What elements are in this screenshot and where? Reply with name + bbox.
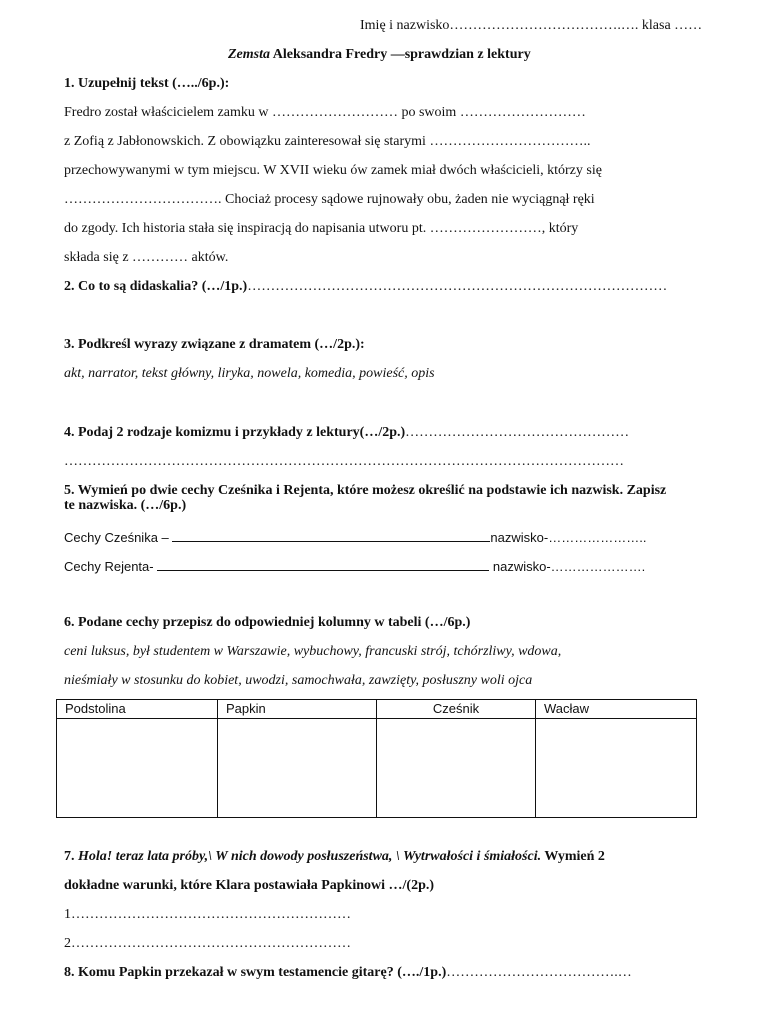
q7-heading-rest: Wymień 2 <box>541 849 605 864</box>
q7-heading-2: dokładne warunki, które Klara postawiała Papkinowi …/(2p.) <box>64 878 435 893</box>
q6-heading: 6. Podane cechy przepisz do odpowiedniej kolumny w tabeli (…/6p.) <box>64 615 471 630</box>
q6-traits-1: ceni luksus, był studentem w Warszawie, wybuchowy, francuski strój, tchórzliwy, wdowa, <box>64 644 562 659</box>
q6-col-header: Papkin <box>218 700 377 719</box>
q6-col-header: Cześnik <box>377 700 536 719</box>
q1-line: z Zofią z Jabłonowskich. Z obowiązku zainteresował się starymi …………………………….. <box>64 134 591 149</box>
q7-number: 7. <box>64 849 78 864</box>
q6-answer-cell[interactable] <box>377 719 536 818</box>
q8-line <box>64 964 632 982</box>
q8-heading: 8. Komu Papkin przekazał w swym testamencie gitarę? (…./1p.) <box>64 965 447 980</box>
q5-rejent-label: Cechy Rejenta- <box>64 559 154 574</box>
page-title <box>228 46 531 64</box>
q5-rejent-answer-line[interactable] <box>157 556 489 571</box>
q7-answer-1: 1…………………………………………………… <box>64 907 351 922</box>
q6-answer-cell[interactable] <box>57 719 218 818</box>
q2-line <box>64 278 667 296</box>
q3-heading: 3. Podkreśl wyrazy związane z dramatem (…/2p.): <box>64 337 365 352</box>
q5-czesnik-label: Cechy Cześnika – <box>64 530 169 545</box>
q6-col-header: Podstolina <box>57 700 218 719</box>
q6-answer-cell[interactable] <box>536 719 697 818</box>
q7-quote: Hola! teraz lata próby,\ W nich dowody posłuszeństwa, \ Wytrwałości i śmiałości. <box>78 849 542 864</box>
q2-answer-dots: ……………………………………………………………………………… <box>247 279 668 294</box>
q5-row-rejent <box>64 556 645 576</box>
q5-heading-1: 5. Wymień po dwie cechy Cześnika i Rejenta, które możesz określić na podstawie ich nazwisk. Zapisz <box>64 483 667 498</box>
q6-table <box>56 699 697 818</box>
name-class-line: Imię i nazwisko……………………………….…. klasa …… <box>360 18 703 33</box>
q3-words: akt, narrator, tekst główny, liryka, nowela, komedia, powieść, opis <box>64 366 435 381</box>
q1-line: do zgody. Ich historia stała się inspiracją do napisania utworu pt. ……………………, który <box>64 221 579 236</box>
q4-answer-dots-2: ………………………………………………………………………………………………………… <box>64 454 624 469</box>
q4-answer-dots: ………………………………………… <box>405 425 630 440</box>
q7-heading <box>64 848 605 866</box>
q7-answer-2: 2…………………………………………………… <box>64 936 351 951</box>
q6-col-header: Wacław <box>536 700 697 719</box>
q6-traits-2: nieśmiały w stosunku do kobiet, uwodzi, samochwała, zawzięty, posłuszny woli ojca <box>64 673 533 688</box>
q5-czesnik-answer-line[interactable] <box>172 527 490 542</box>
q6-answer-cell[interactable] <box>218 719 377 818</box>
q4-line <box>64 424 629 442</box>
q1-line: składa się z ………… aktów. <box>64 250 229 265</box>
q8-answer-dots: ……………………………….… <box>446 965 632 980</box>
q5-heading-2: te nazwiska. (…/6p.) <box>64 498 187 513</box>
q1-line: ……………………………. Chociaż procesy sądowe rujnowały obu, żaden nie wyciągnął ręki <box>64 192 595 207</box>
title-rest: Aleksandra Fredry —sprawdzian z lektury <box>270 47 531 62</box>
q2-heading: 2. Co to są didaskalia? (…/1p.) <box>64 279 248 294</box>
title-italic: Zemsta <box>228 47 270 62</box>
q5-czesnik-surname: nazwisko-………………….. <box>490 530 647 545</box>
q5-rejent-surname: nazwisko-…………………. <box>492 559 646 574</box>
q1-line: Fredro został właścicielem zamku w ……………………… po swoim ……………………… <box>64 105 586 120</box>
q1-line: przechowywanymi w tym miejscu. W XVII wieku ów zamek miał dwóch właścicieli, którzy się <box>64 163 602 178</box>
q5-row-czesnik <box>64 527 646 547</box>
q4-heading: 4. Podaj 2 rodzaje komizmu i przykłady z lektury(…/2p.) <box>64 425 406 440</box>
q1-heading: 1. Uzupełnij tekst (…../6p.): <box>64 76 230 91</box>
